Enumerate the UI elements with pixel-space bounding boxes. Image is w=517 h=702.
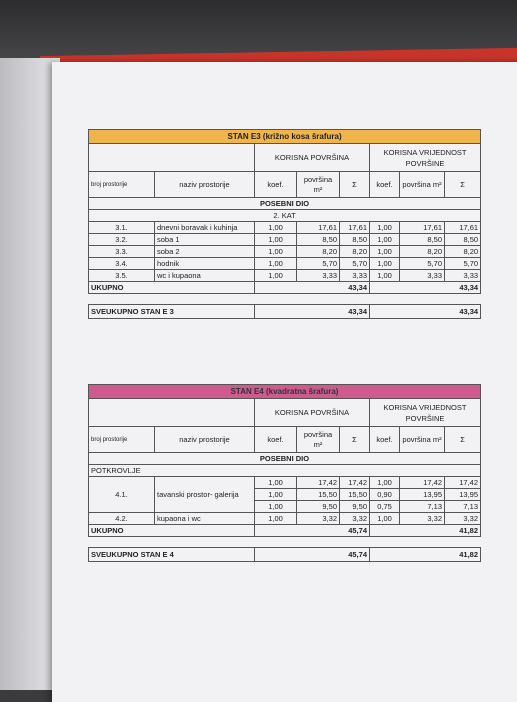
ukupno-value: 43,34 [255, 282, 370, 294]
room-number [89, 477, 155, 489]
col-koef: koef. [255, 172, 297, 198]
koef-value: 1,00 [255, 489, 297, 501]
area-value-2: 3,33 [400, 270, 445, 282]
group-korisna-vrijednost: KORISNA VRIJEDNOST POVRŠINE [370, 399, 481, 427]
koef-value: 1,00 [255, 234, 297, 246]
koef-value-2: 1,00 [370, 513, 400, 525]
ukupno-value-2: 43,34 [370, 282, 481, 294]
sveukupno-value: 45,74 [255, 548, 370, 562]
sum-value-2: 17,42 [445, 477, 481, 489]
col-sum: Σ [340, 172, 370, 198]
col-povrsina-2: površina m² [400, 427, 445, 453]
area-value: 17,42 [297, 477, 340, 489]
koef-value: 1,00 [255, 501, 297, 513]
sveukupno-label: SVEUKUPNO STAN E 3 [89, 305, 255, 319]
table-row [89, 270, 481, 282]
area-value: 3,33 [297, 270, 340, 282]
room-name: tavanski prostor- galerija [155, 489, 255, 501]
area-value-2: 8,50 [400, 234, 445, 246]
floor-label: 2. KAT [89, 210, 481, 222]
sveukupno-row [89, 305, 481, 319]
koef-value-2: 1,00 [370, 222, 400, 234]
koef-value-2: 0,90 [370, 489, 400, 501]
table-row [89, 489, 481, 501]
sum-value: 9,50 [340, 501, 370, 513]
sum-value: 17,61 [340, 222, 370, 234]
sum-value-2: 3,32 [445, 513, 481, 525]
sum-value-2: 7,13 [445, 501, 481, 513]
group-korisna-vrijednost: KORISNA VRIJEDNOST POVRŠINE [370, 144, 481, 172]
sum-value-2: 17,61 [445, 222, 481, 234]
col-povrsina: površina m² [297, 427, 340, 453]
section-label: POSEBNI DIO [89, 453, 481, 465]
col-povrsina-2: površina m² [400, 172, 445, 198]
sum-value-2: 13,95 [445, 489, 481, 501]
room-number: 4.1. [89, 489, 155, 501]
stan-e4-table [88, 384, 481, 562]
koef-value: 1,00 [255, 222, 297, 234]
sum-value: 17,42 [340, 477, 370, 489]
col-koef-2: koef. [370, 172, 400, 198]
col-sum: Σ [340, 427, 370, 453]
floor-label: POTKROVLJE [89, 465, 481, 477]
section-label: POSEBNI DIO [89, 198, 481, 210]
room-name: wc i kupaona [155, 270, 255, 282]
room-number: 3.4. [89, 258, 155, 270]
ukupno-label: UKUPNO [89, 282, 255, 294]
col-naziv: naziv prostorije [155, 172, 255, 198]
sveukupno-row [89, 548, 481, 562]
table-title: STAN E3 (križno kosa šrafura) [89, 130, 481, 144]
col-sum-2: Σ [445, 427, 481, 453]
header-blank [89, 399, 255, 427]
area-value-2: 17,42 [400, 477, 445, 489]
room-name [155, 501, 255, 513]
area-value-2: 3,32 [400, 513, 445, 525]
area-value-2: 5,70 [400, 258, 445, 270]
table-row [89, 513, 481, 525]
room-number: 3.5. [89, 270, 155, 282]
koef-value: 1,00 [255, 246, 297, 258]
room-number: 3.2. [89, 234, 155, 246]
koef-value-2: 1,00 [370, 246, 400, 258]
room-name: soba 1 [155, 234, 255, 246]
table-row [89, 222, 481, 234]
ukupno-row [89, 282, 481, 294]
room-name: hodnik [155, 258, 255, 270]
room-name: kupaona i wc [155, 513, 255, 525]
col-naziv: naziv prostorije [155, 427, 255, 453]
sum-value-2: 3,33 [445, 270, 481, 282]
col-povrsina: površina m² [297, 172, 340, 198]
table-row [89, 234, 481, 246]
ukupno-label: UKUPNO [89, 525, 255, 537]
ukupno-value-2: 41,82 [370, 525, 481, 537]
room-number [89, 501, 155, 513]
room-number: 4.2. [89, 513, 155, 525]
koef-value-2: 0,75 [370, 501, 400, 513]
sveukupno-label: SVEUKUPNO STAN E 4 [89, 548, 255, 562]
col-broj: broj prostorije [89, 172, 155, 198]
koef-value-2: 1,00 [370, 234, 400, 246]
area-value: 3,32 [297, 513, 340, 525]
sum-value: 3,33 [340, 270, 370, 282]
table-row [89, 246, 481, 258]
area-value: 8,50 [297, 234, 340, 246]
sum-value: 3,32 [340, 513, 370, 525]
room-number: 3.3. [89, 246, 155, 258]
table-row [89, 258, 481, 270]
sum-value: 8,50 [340, 234, 370, 246]
area-value: 9,50 [297, 501, 340, 513]
room-name: soba 2 [155, 246, 255, 258]
koef-value: 1,00 [255, 270, 297, 282]
group-korisna-povrsina: KORISNA POVRŠINA [255, 399, 370, 427]
koef-value-2: 1,00 [370, 477, 400, 489]
sum-value: 5,70 [340, 258, 370, 270]
col-koef-2: koef. [370, 427, 400, 453]
col-sum-2: Σ [445, 172, 481, 198]
area-value: 5,70 [297, 258, 340, 270]
sveukupno-value: 43,34 [255, 305, 370, 319]
room-name [155, 477, 255, 489]
room-name: dnevni boravak i kuhinja [155, 222, 255, 234]
area-value-2: 17,61 [400, 222, 445, 234]
sum-value-2: 8,50 [445, 234, 481, 246]
koef-value: 1,00 [255, 477, 297, 489]
header-blank [89, 144, 255, 172]
area-value-2: 7,13 [400, 501, 445, 513]
sum-value-2: 8,20 [445, 246, 481, 258]
room-number: 3.1. [89, 222, 155, 234]
area-value-2: 8,20 [400, 246, 445, 258]
area-value-2: 13,95 [400, 489, 445, 501]
table-row [89, 477, 481, 489]
sveukupno-value-2: 43,34 [370, 305, 481, 319]
area-value: 15,50 [297, 489, 340, 501]
group-korisna-povrsina: KORISNA POVRŠINA [255, 144, 370, 172]
area-value: 8,20 [297, 246, 340, 258]
previous-page-edge [0, 58, 60, 690]
ukupno-row [89, 525, 481, 537]
koef-value-2: 1,00 [370, 258, 400, 270]
sveukupno-value-2: 41,82 [370, 548, 481, 562]
table-row [89, 501, 481, 513]
sum-value-2: 5,70 [445, 258, 481, 270]
table-title: STAN E4 (kvadratna šrafura) [89, 385, 481, 399]
sum-value: 8,20 [340, 246, 370, 258]
koef-value: 1,00 [255, 258, 297, 270]
ukupno-value: 45,74 [255, 525, 370, 537]
col-broj: broj prostorije [89, 427, 155, 453]
koef-value: 1,00 [255, 513, 297, 525]
stan-e3-table [88, 129, 481, 319]
col-koef: koef. [255, 427, 297, 453]
koef-value-2: 1,00 [370, 270, 400, 282]
area-value: 17,61 [297, 222, 340, 234]
sum-value: 15,50 [340, 489, 370, 501]
